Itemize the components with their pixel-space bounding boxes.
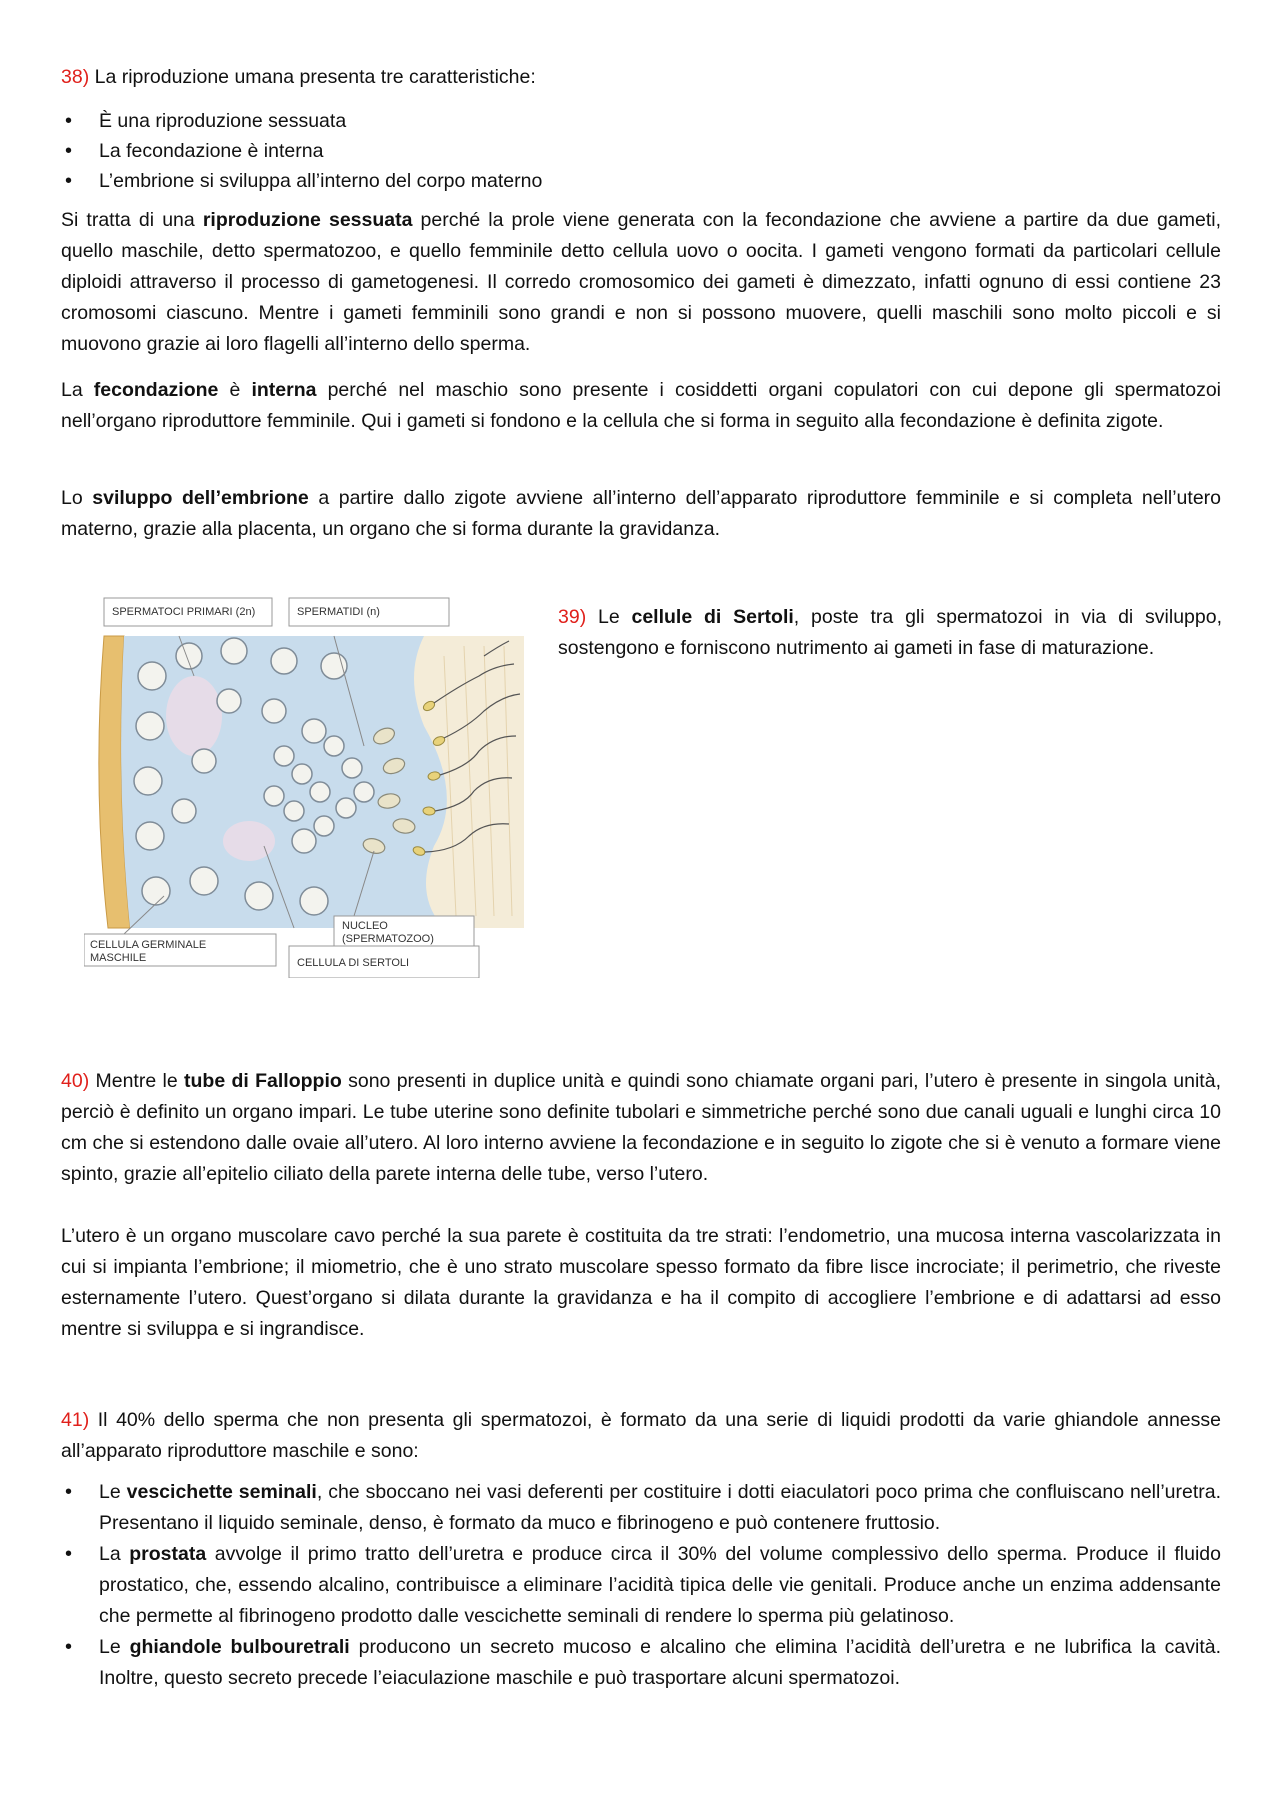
label-sertoli-cell: CELLULA DI SERTOLI (297, 957, 410, 969)
q38-intro: 38) La riproduzione umana presenta tre caratteristiche: (61, 66, 536, 88)
sertoli-diagram (84, 596, 524, 978)
label-germ-cell-sub: MASCHILE (90, 952, 147, 964)
label-spermatids: SPERMATIDI (n) (297, 606, 380, 618)
list-item: • Le ghiandole bulbouretrali producono un secreto mucoso e alcalino che elimina l’acidità dell’uretra e ne lubrifica la cavità. Inoltre, questo secreto precede l’eiaculazione maschile e può trasportare alcuni spermatozoi. (61, 1632, 1221, 1694)
q38-bullet-list (61, 106, 1221, 196)
label-nucleus: NUCLEO (342, 920, 388, 932)
q40-paragraph-2: L’utero è un organo muscolare cavo perché la sua parete è costituita da tre strati: l’endometrio, una mucosa interna vascolarizzata in cui si impianta l’embrione; il miometrio, che è uno strato muscolare spesso formato da fibre lisce incrociate; il perimetrio, che riveste esternamente l’utero. Quest’organo si dilata durante la gravidanza e ha il compito di accogliere l’embrione e di adattarsi ad esso mentre si sviluppa e si ingrandisce. (61, 1225, 1221, 1340)
q38-paragraph-2: La fecondazione è interna perché nel maschio sono presente i cosiddetti organi copulatori con cui depone gli spermatozoi nell’organo riproduttore femminile. Qui i gameti si fondono e la cellula che si forma in seguito alla fecondazione è definita zigote. (61, 379, 1221, 432)
label-nucleus-sub: (SPERMATOZOO) (342, 933, 434, 945)
question-number: 39) (558, 606, 587, 628)
question-number: 38) (61, 66, 90, 88)
q41-bullet-list (61, 1477, 1221, 1694)
q41-intro: 41) Il 40% dello sperma che non presenta gli spermatozoi, è formato da una serie di liquidi prodotti da varie ghiandole annesse all’apparato riproduttore maschile e sono: (61, 1409, 1221, 1462)
label-germ-cell: CELLULA GERMINALE (90, 939, 207, 951)
q38-paragraph-1: Si tratta di una riproduzione sessuata perché la prole viene generata con la fecondazione che avviene a partire da due gameti, quello maschile, detto spermatozoo, e quello femminile detto cellula uovo o oocita. I gameti vengono formati da particolari cellule diploidi attraverso il processo di gametogenesi. Il corredo cromosomico dei gameti è dimezzato, infatti ognuno di essi contiene 23 cromosomi ciascuno. Mentre i gameti femminili sono grandi e non si possono muovere, quelli maschili sono molto piccoli e si muovono grazie ai loro flagelli all’interno dello sperma. (61, 209, 1221, 355)
list-item: • La prostata avvolge il primo tratto dell’uretra e produce circa il 30% del volume complessivo dello sperma. Produce il fluido prostatico, che, essendo alcalino, contribuisce a eliminare l’acidità tipica delle vie genitali. Produce anche un enzima addensante che permette al fibrinogeno prodotto dalle vescichette seminali di rendere lo sperma più gelatinoso. (61, 1539, 1221, 1632)
list-item: • La fecondazione è interna (61, 136, 1221, 166)
question-number: 40) (61, 1070, 90, 1092)
list-item: • È una riproduzione sessuata (61, 106, 1221, 136)
question-number: 41) (61, 1409, 90, 1431)
label-primary-spermatocytes: SPERMATOCI PRIMARI (2n) (112, 606, 256, 618)
q38-paragraph-3: Lo sviluppo dell’embrione a partire dallo zigote avviene all’interno dell’apparato riproduttore femminile e si completa nell’utero materno, grazie alla placenta, un organo che si forma durante la gravidanza. (61, 487, 1222, 540)
q40-paragraph-1: 40) Mentre le tube di Falloppio sono presenti in duplice unità e quindi sono chiamate organi pari, l’utero è presente in singola unità, perciò è definito un organo impari. Le tube uterine sono definite tubolari e simmetriche perché sono due canali uguali e lunghi circa 10 cm che si estendono dalle ovaie all’utero. Al loro interno avviene la fecondazione e in seguito lo zigote che si è venuto a formare viene spinto, grazie all’epitelio ciliato della parete interna delle tube, verso l’utero. (61, 1070, 1221, 1185)
list-item: • L’embrione si sviluppa all’interno del corpo materno (61, 166, 1221, 196)
list-item: • Le vescichette seminali, che sboccano nei vasi deferenti per costituire i dotti eiaculatori poco prima che confluiscano nell’uretra. Presentano il liquido seminale, denso, è formato da muco e fibrinogeno e può contenere fruttosio. (61, 1477, 1221, 1539)
q39-paragraph: 39) Le cellule di Sertoli, poste tra gli spermatozoi in via di sviluppo, sostengono e forniscono nutrimento ai gameti in fase di maturazione. (558, 606, 1223, 659)
